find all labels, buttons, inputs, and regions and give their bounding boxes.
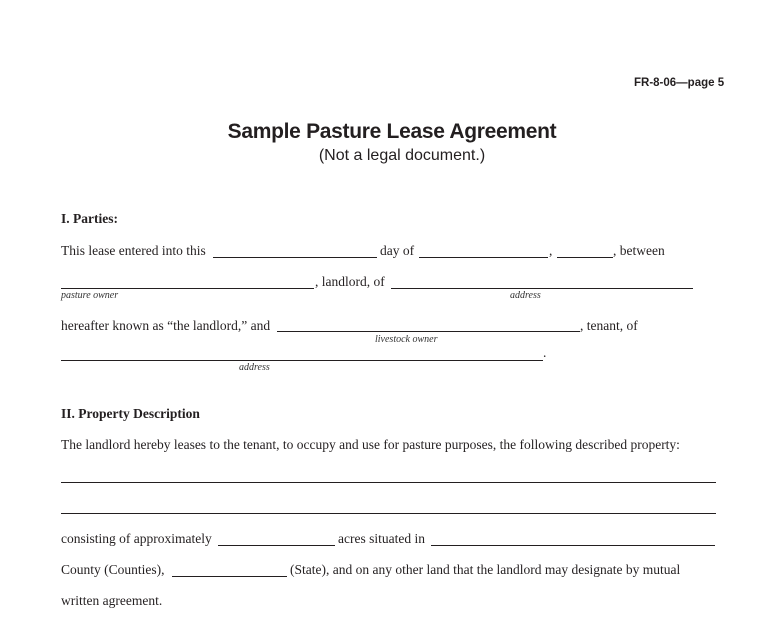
consisting-text: consisting of approximately [61, 531, 212, 546]
property-intro-text: The landlord hereby leases to the tenant, to occupy and use for pasture purposes, the following described property: [61, 437, 680, 452]
state-text: (State), and on any other land that the landlord may designate by mutual [290, 562, 681, 577]
period-text: . [543, 345, 547, 360]
property-description-line[interactable] [61, 482, 716, 483]
month-blank[interactable] [419, 257, 548, 258]
tenant-of-text: , tenant, of [580, 318, 638, 333]
between-text: , between [613, 243, 665, 258]
acres-blank[interactable] [218, 545, 335, 546]
landlord-address-blank[interactable] [391, 288, 693, 289]
landlord-of-text: , landlord, of [315, 274, 385, 289]
section-heading-property: II. Property Description [61, 406, 200, 421]
hereafter-text: hereafter known as “the landlord,” and [61, 318, 271, 333]
lease-entered-text: This lease entered into this [61, 243, 206, 258]
county-text: County (Counties), [61, 562, 165, 577]
page-reference: FR-8-06—page 5 [634, 77, 725, 89]
livestock-owner-blank[interactable] [277, 331, 580, 332]
section-heading-parties: I. Parties: [61, 211, 118, 226]
caption-address: address [510, 290, 541, 301]
caption-address: address [239, 362, 270, 373]
property-description-line[interactable] [61, 513, 716, 514]
comma-text: , [549, 243, 553, 258]
document-title: Sample Pasture Lease Agreement [227, 120, 557, 143]
written-agreement-text: written agreement. [61, 593, 163, 608]
county-blank[interactable] [431, 545, 715, 546]
tenant-address-blank[interactable] [61, 360, 543, 361]
document-subtitle: (Not a legal document.) [318, 147, 486, 164]
day-of-text: day of [380, 243, 415, 258]
date-day-blank[interactable] [213, 257, 377, 258]
state-blank[interactable] [172, 576, 287, 577]
acres-situated-text: acres situated in [338, 531, 425, 546]
caption-livestock-owner: livestock owner [375, 334, 438, 345]
year-blank[interactable] [557, 257, 613, 258]
caption-pasture-owner: pasture owner [61, 290, 119, 301]
pasture-owner-blank[interactable] [61, 288, 314, 289]
